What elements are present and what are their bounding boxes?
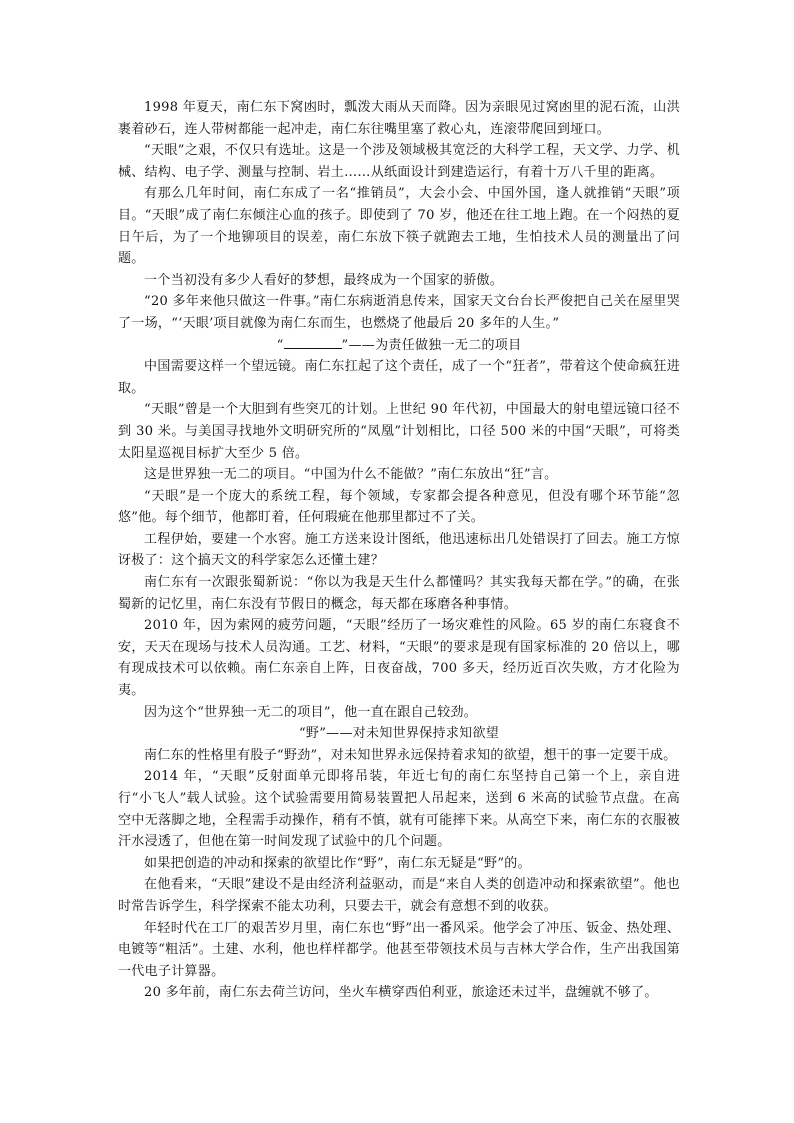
paragraph: 中国需要这样一个望远镜。南仁东扛起了这个责任，成了一个“狂者”，带着这个使命疯狂进取。 bbox=[118, 359, 680, 396]
paragraph: 1998 年夏天，南仁东下窝凼时，瓢泼大雨从天而降。因为亲眼见过窝凼里的泥石流，山洪裹着砂石，连人带树都能一起冲走，南仁东往嘴里塞了救心丸，连滚带爬回到垭口。 bbox=[118, 100, 680, 137]
paragraph: 年轻时代在工厂的艰苦岁月里，南仁东也“野”出一番风采。他学会了冲压、钣金、热处理、电镀等“粗活”。土建、水利，他也样样都学。他甚至带领技术员与吉林大学合作，生产出我国第一代电子计算器。 bbox=[118, 920, 680, 979]
paragraph: 如果把创造的冲动和探索的欲望比作“野”，南仁东无疑是“野”的。 bbox=[144, 855, 531, 871]
paragraph: 20 多年前，南仁东去荷兰访问，坐火车横穿西伯利亚，旅途还未过半，盘缠就不够了。 bbox=[144, 985, 658, 1001]
paragraph: 南仁东的性格里有股子“野劲”，对未知世界永远保持着求知的欲望，想干的事一定要干成。 bbox=[144, 747, 677, 763]
paragraph: “天眼”曾是一个大胆到有些突兀的计划。上世纪 90 年代初，中国最大的射电望远镜口径不到 30 米。与美国寻找地外文明研究所的“凤凰”计划相比，口径 500 米的中国“天眼”，可将类太阳星巡视目标扩大至少 5 倍。 bbox=[118, 402, 680, 461]
paragraph: 2014 年，“天眼”反射面单元即将吊装，年近七旬的南仁东坚持自己第一个上，亲自进行“小飞人”载人试验。这个试验需要用简易装置把人吊起来，送到 6 米高的试验节点盘。在高空中无落脚之地，全程需手动操作，稍有不慎，就有可能摔下来。从高空下来，南仁东的衣服被汗水浸透了，但他在第一时间发现了试验中的几个问题。 bbox=[118, 769, 680, 850]
section-heading-wild: “野”——对未知世界保持求知欲望 bbox=[298, 726, 500, 742]
paragraph: 南仁东有一次跟张蜀新说：“你以为我是天生什么都懂吗？其实我每天都在学。”的确，在张蜀新的记忆里，南仁东没有节假日的概念，每天都在琢磨各种事情。 bbox=[118, 575, 680, 612]
paragraph: 有那么几年时间，南仁东成了一名“推销员”，大会小会、中国外国，逢人就推销“天眼”项目。“天眼”成了南仁东倾注心血的孩子。即使到了 70 岁，他还在往工地上跑。在一个闷热的夏日午后，为了一个地铆项目的误差，南仁东放下筷子就跑去工地，生怕技术人员的测量出了问题。 bbox=[118, 186, 680, 267]
paragraph: 在他看来，“天眼”建设不是由经济利益驱动，而是“来自人类的创造冲动和探索欲望”。他也时常告诉学生，科学探索不能太功利，只要去干，就会有意想不到的收获。 bbox=[118, 877, 680, 914]
paragraph: “天眼”之艰，不仅只有选址。这是一个涉及领域极其宽泛的大科学工程，天文学、力学、机械、结构、电子学、测量与控制、岩土……从纸面设计到建造运行，有着十万八千里的距离。 bbox=[118, 143, 680, 180]
fill-in-blank bbox=[284, 337, 342, 349]
paragraph: 这是世界独一无二的项目。“中国为什么不能做？”南仁东放出“狂”言。 bbox=[144, 467, 558, 483]
document-body bbox=[118, 97, 680, 1004]
heading-open-quote: “ bbox=[276, 337, 284, 353]
paragraph: 一个当初没有多少人看好的梦想，最终成为一个国家的骄傲。 bbox=[144, 272, 504, 288]
heading-close-quote: ” bbox=[341, 337, 349, 353]
paragraph: “20 多年来他只做这一件事。”南仁东病逝消息传来，国家天文台台长严俊把自己关在屋里哭了一场，“‘天眼’项目就像为南仁东而生，也燃烧了他最后 20 多年的人生。” bbox=[118, 294, 680, 331]
paragraph: 2010 年，因为索网的疲劳问题，“天眼”经历了一场灾难性的风险。65 岁的南仁东寝食不安，天天在现场与技术人员沟通。工艺、材料，“天眼”的要求是现有国家标准的 20 倍以上，哪有现成技术可以依赖。南仁东亲自上阵，日夜奋战，700 多天，经历近百次失败，方才化险为夷。 bbox=[118, 618, 680, 699]
section-heading-blank bbox=[118, 335, 680, 357]
paragraph: “天眼”是一个庞大的系统工程，每个领域，专家都会提各种意见，但没有哪个环节能“忽悠”他。每个细节，他都盯着，任何瑕疵在他那里都过不了关。 bbox=[118, 488, 680, 526]
heading-text: ——为责任做独一无二的项目 bbox=[348, 337, 522, 353]
paragraph: 工程伊始，要建一个水窖。施工方送来设计图纸，他迅速标出几处错误打了回去。施工方惊讶极了：这个搞天文的科学家怎么还懂土建？ bbox=[118, 531, 680, 569]
paragraph: 因为这个“世界独一无二的项目”，他一直在跟自己较劲。 bbox=[144, 704, 478, 720]
